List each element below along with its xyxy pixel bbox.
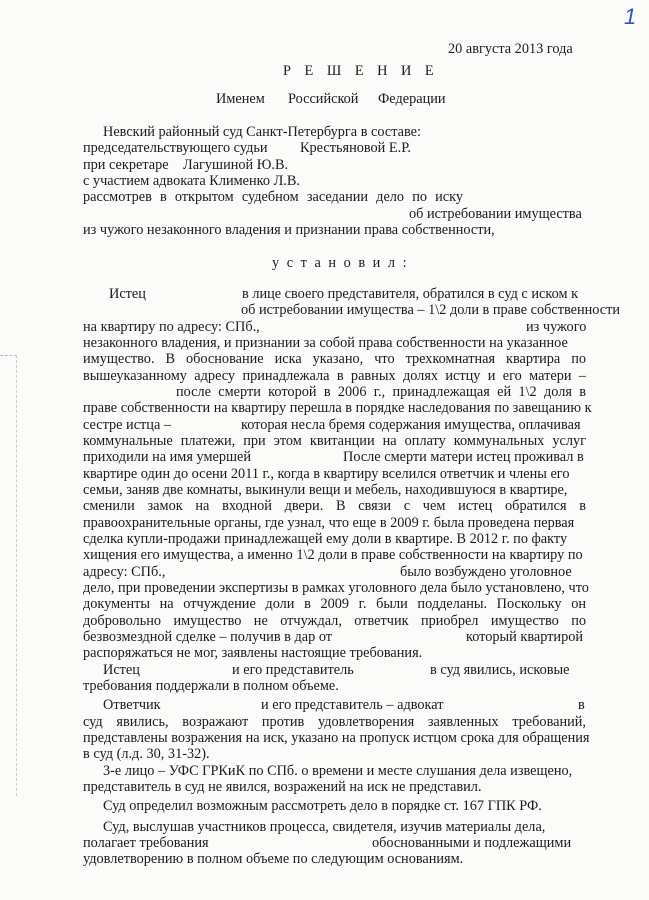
p6-line-3: удовлетворению в полном объеме по следующим основаниям.	[83, 851, 464, 867]
p1-line-15: правоохранительные органы, где узнал, что еще в 2009 г. была проведена первая	[83, 515, 575, 531]
p1-line-21: добровольно имущество не отчуждал, ответчик приобрел имущество по	[83, 613, 586, 629]
p2-line-1b: в суд явились, исковые	[430, 662, 570, 678]
p1-line-18a: адресу: СПб.,	[83, 564, 166, 580]
heading-word-3: Федерации	[378, 91, 446, 107]
p1-line-10: коммунальные платежи, при этом квитанции на оплату коммунальных услуг	[83, 433, 586, 449]
p4-line-1: 3-е лицо – УФС ГРКиК по СПб. о времени и месте слушания дела извещено,	[103, 763, 573, 779]
court-line-4: с участием адвоката Клименко Л.В.	[83, 173, 300, 189]
p3-defendant-label: Ответчик	[103, 697, 161, 713]
p3-line-4: в суд (л.д. 30, 31-32).	[83, 746, 210, 762]
scan-edge-mark	[0, 355, 17, 796]
p6-line-2a: полагает требования	[83, 835, 209, 851]
p1-line-22b: который квартирой	[466, 629, 584, 645]
p1-line-12: квартире один до осени 2011 г., когда в квартиру вселился ответчик и члены его	[83, 466, 570, 482]
court-line-1: Невский районный суд Санкт-Петербурга в составе:	[103, 124, 421, 140]
p1-line-7: после смерти которой в 2006 г., принадлежащая ей 1\2 доля в	[176, 384, 586, 400]
p1-line-13: семьи, заняв две комнаты, выкинули вещи и мебель, находившуюся в квартире,	[83, 482, 568, 498]
p2-plaintiff-label: Истец	[103, 662, 140, 678]
heading-word-2: Российской	[288, 91, 359, 107]
p1-line-3b: из чужого	[526, 319, 587, 335]
p6-line-1: Суд, выслушав участников процесса, свидетеля, изучив материалы дела,	[103, 819, 546, 835]
p1-line-11b: После смерти матери истец проживал в	[343, 449, 584, 465]
p3-line-1a: и его представитель – адвокат	[261, 697, 444, 713]
p1-line-3a: на квартиру по адресу: СПб.,	[83, 319, 260, 335]
p2-line-1a: и его представитель	[232, 662, 354, 678]
p1-plaintiff-label: Истец	[109, 286, 146, 302]
heading-word-1: Именем	[216, 91, 265, 107]
court-line-2a: председательствующего судьи	[83, 140, 268, 156]
p1-line-9b: которая несла бремя содержания имущества, оплачивая	[241, 417, 581, 433]
document-date: 20 августа 2013 года	[448, 41, 573, 57]
p1-line-2: об истребовании имущества – 1\2 доли в праве собственности	[241, 302, 621, 318]
p3-line-1b: в	[578, 697, 585, 713]
p1-line-9a: сестре истца –	[83, 417, 172, 433]
document-title: Р Е Ш Е Н И Е	[283, 63, 439, 79]
p1-line-1: в лице своего представителя, обратился в суд с иском к	[242, 286, 579, 302]
p1-line-19: дело, при проведении экспертизы в рамках уголовного дела было установлено, что	[83, 580, 589, 596]
p1-line-17: хищения его имущества, а именно 1\2 доли в праве собственности на квартиру по	[83, 547, 583, 563]
p1-line-11a: приходили на имя умершей	[83, 449, 252, 465]
p1-line-18b: было возбуждено уголовное	[400, 564, 572, 580]
page-number: 1	[624, 4, 637, 29]
court-line-5: рассмотрев в открытом судебном заседании дело по иску	[83, 189, 463, 205]
court-line-3b: Лагушиной Ю.В.	[183, 157, 289, 173]
p5-line-1: Суд определил возможным рассмотреть дело в порядке ст. 167 ГПК РФ.	[103, 798, 542, 814]
p1-line-6: вышеуказанному адресу принадлежала в равных долях истцу и его матери –	[83, 368, 586, 384]
court-line-3a: при секретаре	[83, 157, 169, 173]
p6-line-2b: обоснованными и подлежащими	[372, 835, 572, 851]
p1-line-22a: безвозмездной сделке – получив в дар от	[83, 629, 333, 645]
p1-line-20: документы на отчуждение доли в 2009 г. были подделаны. Поскольку он	[83, 596, 586, 612]
court-line-7: из чужого незаконного владения и признании права собственности,	[83, 222, 495, 238]
p1-line-14: сменили замок на входной двери. В связи с чем истец обратился в	[83, 498, 586, 514]
p1-line-16: сделка купли-продажи принадлежащей ему доли в квартире. В 2012 г. по факту	[83, 531, 568, 547]
court-line-6: об истребовании имущества	[409, 206, 582, 222]
p1-line-4: незаконного владения, и признании за собой права собственности на указанное	[83, 335, 568, 351]
p1-line-8: праве собственности на квартиру перешла в порядке наследования по завещанию к	[83, 400, 592, 416]
p3-line-3: представлены возражения на иск, указано на пропуск истцом срока для обращения	[83, 730, 590, 746]
p4-line-2: представитель в суд не явился, возражений на иск не представил.	[83, 779, 482, 795]
court-line-2b: Крестьяновой Е.Р.	[300, 140, 411, 156]
p2-line-2: требования поддержали в полном объеме.	[83, 678, 339, 694]
p1-line-5: имущество. В обоснование иска указано, что трехкомнатная квартира по	[83, 351, 586, 367]
p3-line-2: суд явились, возражают против удовлетворения заявленных требований,	[83, 714, 586, 730]
established-heading: у с т а н о в и л :	[272, 255, 409, 271]
p1-line-23: распоряжаться не мог, заявлены настоящие требования.	[83, 645, 423, 661]
